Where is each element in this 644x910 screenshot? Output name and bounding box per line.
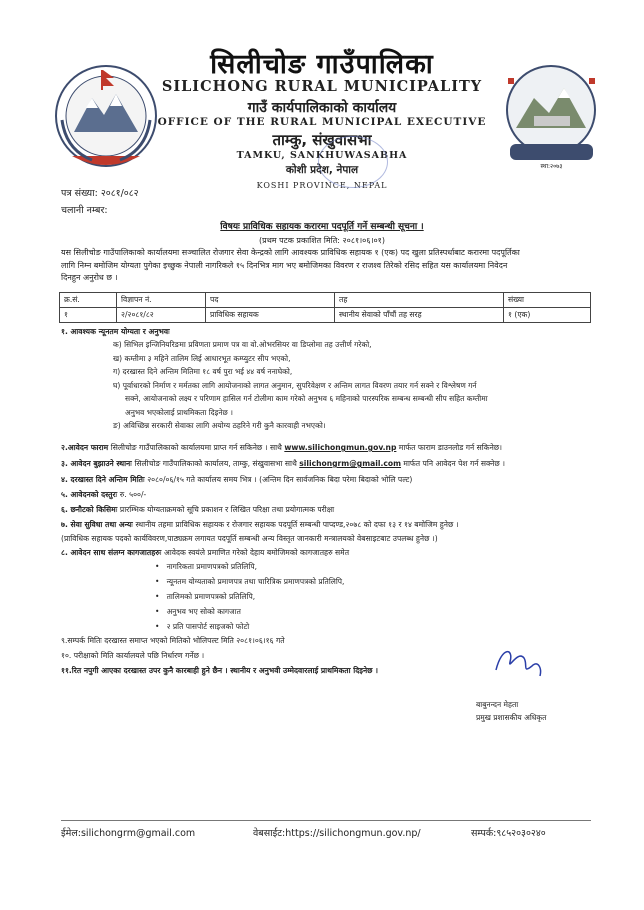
bullet-icon: • — [155, 577, 167, 586]
section-text: आवेदक स्वयंले प्रमाणित गरेको देहाय बमोजिमको कागजातहरु समेत — [163, 548, 350, 557]
notice-subject: विषयः प्राविधिक सहायक करारमा पदपूर्ति गर्ने सम्बन्धी सूचना । — [220, 222, 424, 232]
section-4 — [61, 475, 412, 485]
list-item: क) सिभिल इन्जिनियरिङमा प्रविणता प्रमाण पत्र वा वो.ओभरसियर वा डिप्लोमा तह उत्तीर्ण गरेको, — [113, 340, 372, 349]
list-item: • नागरिकता प्रमाणपत्रको प्रतिलिपि, — [155, 562, 257, 571]
office-title-ne: गाउँ कार्यपालिकाको कार्यालय — [247, 100, 397, 116]
footer-email: ईमेल:silichongrm@gmail.com — [61, 828, 196, 839]
section-8 — [61, 548, 349, 558]
section-label: ८. आवेदन साथ संलग्न कागजातहरुः — [61, 548, 164, 557]
province-ne: कोशी प्रदेश, नेपाल — [285, 164, 359, 176]
section-text: प्रारम्भिक योग्यताक्रमको सूचि प्रकाशन र लिखित परिक्षा तथा प्रयोगात्मक परीक्षा — [119, 505, 335, 514]
bullet-icon: • — [155, 562, 167, 571]
section-7 — [61, 520, 459, 530]
documents-list — [155, 562, 344, 637]
table-cell: १ (एक) — [504, 308, 591, 323]
website-link[interactable]: www.silichongmun.gov.np — [284, 443, 397, 452]
intro-line: लागि निम्न बमोजिम योग्यता पुगेका इच्छुक नेपाली नागरिकले १५ दिनभित्र माग भए बमोजिमका विवरण र राजश्व तिरेको रसिद सहित यस कार्यालयमा निवेदन — [61, 260, 508, 270]
table-header: क्र.सं. — [60, 293, 117, 308]
letter-number: पत्र संख्या: २०८१/०८२ — [61, 188, 139, 199]
bullet-icon: • — [155, 607, 167, 616]
table-header-row — [60, 293, 591, 308]
signature — [488, 640, 548, 685]
section-label: ३. आवेदन बुझाउने स्थानः — [61, 459, 135, 468]
municipality-title-ne: सिलीचोङ गाउँपालिका — [210, 49, 434, 80]
bullet-icon: • — [155, 622, 167, 631]
table-header: संख्या — [504, 293, 591, 308]
section-5 — [61, 490, 146, 500]
signatory-title: प्रमुख प्रशासकीय अधिकृत — [476, 713, 547, 722]
section-9: ९.सम्पर्क मितिः दरखास्त समाप्त भएको मितिको भोलिपल्ट मिति २०८१।०६।१६ गते — [61, 636, 285, 645]
section-10: १०. परीक्षाको मिति कार्यालयले पछि निर्धारण गर्नेछ । — [61, 651, 205, 660]
list-item: • अनुभव भए सोको कागजात — [155, 607, 241, 616]
list-item: घ) पूर्वाधारको निर्माण र मर्मतका लागि आयोजनाको लागत अनुमान, सुपरिवेक्षण र अन्तिम लागत विवरण तयार गर्न सक्ने र विश्लेषण गर्न — [113, 380, 477, 390]
section-label: २.आवेदन फाराम — [61, 443, 111, 452]
section-text: स्थानीय तहमा प्राविधिक सहायक र रोजगार सहायक पदपूर्ति सम्बन्धी पाप्दण्ड,२०७८ को दफा १३ र १४ बमोजिम हुनेछ । — [135, 520, 459, 529]
section-label: ४. दरखास्त दिने अन्तिम मितिः — [61, 475, 148, 484]
vacancy-table — [59, 292, 591, 323]
footer-phone: सम्पर्क:९८५२०३०२४० — [471, 828, 546, 839]
list-item: ङ) अविच्छिन्न सरकारी सेवाका लागि अयोग्य ठहरिने गरी कुनै कारवाही नभएको। — [113, 421, 326, 430]
intro-line: यस सिलीचोङ गाउँपालिकाको कार्यालयमा सञ्चालित रोजगार सेवा केन्द्रको लागि आवश्यक प्राविधिक सहायक १ (एक) पद खुला प्रतिस्पर्धाबाट करारमा पदपूर्तिका — [61, 248, 520, 257]
table-header: पद — [206, 293, 335, 308]
section-2 — [61, 443, 502, 453]
section-text: मार्फत फाराम डाउनलोड गर्न सकिनेछ। — [396, 443, 503, 452]
municipality-title-en: SILICHONG RURAL MUNICIPALITY — [161, 78, 483, 95]
qualification-list — [113, 338, 578, 433]
table-cell: स्थानीय सेवाको पाँचौं तह सरह — [335, 308, 504, 323]
list-item: ख) कम्तीमा ३ महिने तालिम लिई आधारभूत कम्प्युटर सीप भएको, — [113, 353, 291, 363]
province-en: KOSHI PROVINCE, NEPAL — [256, 181, 388, 190]
list-item: अनुभव भएकोलाई प्राथमिकता दिइनेछ । — [125, 407, 233, 417]
office-stamp — [318, 136, 388, 188]
signatory-name: बाबुनन्दन मेहता — [476, 700, 519, 709]
section-text: सिलीचोङ गाउँपालिकाको कार्यालयमा प्राप्त गर्न सकिनेछ । साथै — [110, 443, 285, 452]
table-header: विज्ञापन नं. — [117, 293, 206, 308]
dispatch-number: चलानी नम्बर: — [61, 205, 108, 216]
intro-line: दिनहुन अनुरोध छ । — [61, 273, 118, 282]
section-text: सिलीचोङ गाउँपालिकाको कार्यालय, ताम्कु, संखुवासभा साथै — [134, 459, 300, 468]
section-label: ५. आवेदनको दस्तुरः — [61, 490, 120, 499]
section-text: मार्फत पनि आवेदन पेश गर्न सक्नेछ । — [401, 459, 506, 468]
section-label: ६. छनौटको किसिमः — [61, 505, 120, 514]
address-en: TAMKU, SANKHUWASABHA — [236, 150, 408, 161]
table-row — [60, 308, 591, 323]
footer-divider — [61, 820, 591, 821]
section-7-note — [61, 534, 438, 544]
section-text: रु. ५००/- — [119, 490, 147, 499]
seal-year: स्था:२०७३ — [540, 163, 563, 170]
section-text: २०८०/०६/१५ गते कार्यालय समय भित्र । (अन्तिम दिन सार्वजनिक बिदा परेमा बिदाको भोलि पल्ट) — [147, 475, 413, 484]
footer-website: वेबसाईट:https://silichongmun.gov.np/ — [253, 828, 421, 839]
bullet-icon: • — [155, 592, 167, 601]
list-item: • तालिमको प्रमाणपत्रको प्रतिलिपि, — [155, 592, 256, 601]
address-ne: ताम्कु, संखुवासभा — [272, 131, 372, 149]
table-cell: प्राविधिक सहायक — [206, 308, 335, 323]
section-11: ११.रित नपुगी आएका दरखास्त उपर कुनै कारबाही हुने छैन । स्थानीय र अनुभवी उम्मेदवारलाई प्राथमिकता दिइनेछ । — [61, 666, 379, 675]
table-cell: १ — [60, 308, 117, 323]
qualification-heading: १. आवश्यक न्यूनतम योग्यता र अनुभवः — [61, 327, 170, 336]
section-3 — [61, 459, 505, 469]
section-label: ७. सेवा सुविधा तथा अन्यः — [61, 520, 136, 529]
list-item: • न्यूनतम योग्यताको प्रमाणपत्र तथा चारित्रिक प्रमाणपत्रको प्रतिलिपि, — [155, 577, 345, 586]
intro-paragraph — [61, 247, 586, 285]
publish-date: (प्रथम पटक प्रकाशित मिति: २०८१।०६।०१) — [259, 236, 385, 245]
office-title-en: OFFICE OF THE RURAL MUNICIPAL EXECUTIVE — [157, 116, 487, 128]
list-item: सक्ने, आयोजनाको लक्ष्य र परिणाम हासिल गर्न टोलीमा काम गरेको अनुभव ६ महिनाको पारस्परिक सम्बन्ध सम्बन्धी सीप सहित कम्तीमा — [125, 394, 488, 403]
email-link[interactable]: silichongrm@gmail.com — [299, 459, 402, 468]
section-text: (प्राविधिक सहायक पदको कार्यविवरण,पाठ्यक्रम लगायत पदपूर्ति सम्बन्धी अन्य विस्तृत जानकारी मन्त्रालयको वेबसाइटबाट उपलब्ध हुनेछ ।) — [61, 534, 438, 543]
section-6 — [61, 505, 334, 515]
table-header: तह — [335, 293, 504, 308]
table-cell: २/२०८१/८२ — [117, 308, 206, 323]
list-item: • २ प्रति पासपोर्ट साइजको फोटो — [155, 622, 250, 631]
list-item: ग) दरखास्त दिने अन्तिम मितिमा १८ वर्ष पुरा भई ४४ वर्ष ननाघेको, — [113, 367, 293, 376]
